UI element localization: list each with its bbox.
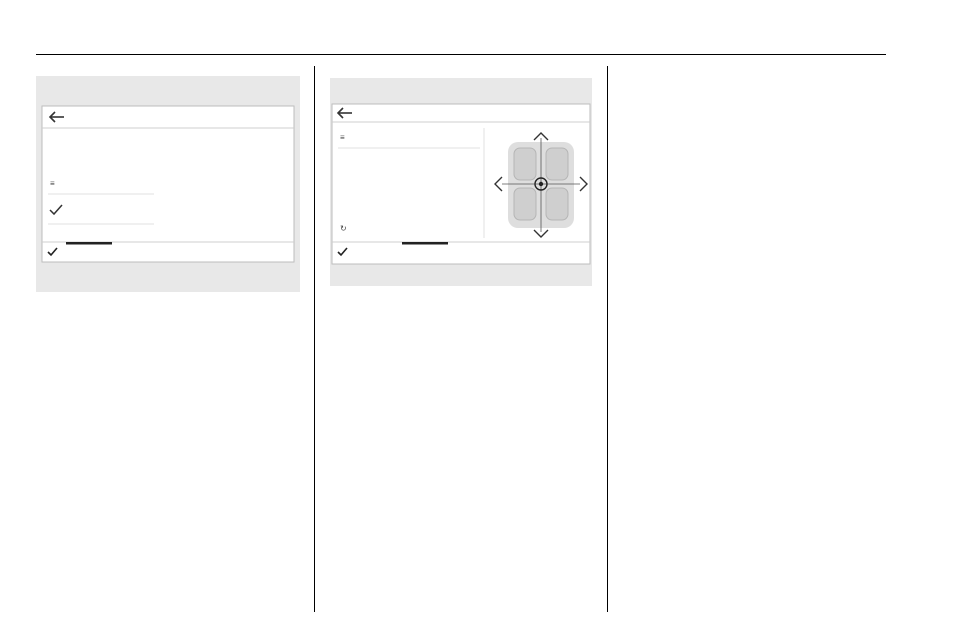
column-divider — [314, 66, 315, 612]
seat-balance-icon[interactable] — [502, 138, 580, 232]
list-icon: ≡ — [50, 179, 55, 188]
column-2 — [330, 66, 592, 286]
audio-settings-screenshot — [36, 76, 300, 292]
column-3 — [622, 66, 890, 80]
column-divider — [607, 66, 608, 612]
active-tab-indicator — [66, 242, 112, 245]
page-header — [36, 26, 886, 55]
list-icon: ≡ — [340, 133, 345, 142]
active-tab-indicator — [402, 242, 448, 245]
column-1 — [36, 66, 300, 308]
reset-icon: ↻ — [340, 224, 347, 233]
balance-fader-screenshot — [330, 78, 592, 286]
